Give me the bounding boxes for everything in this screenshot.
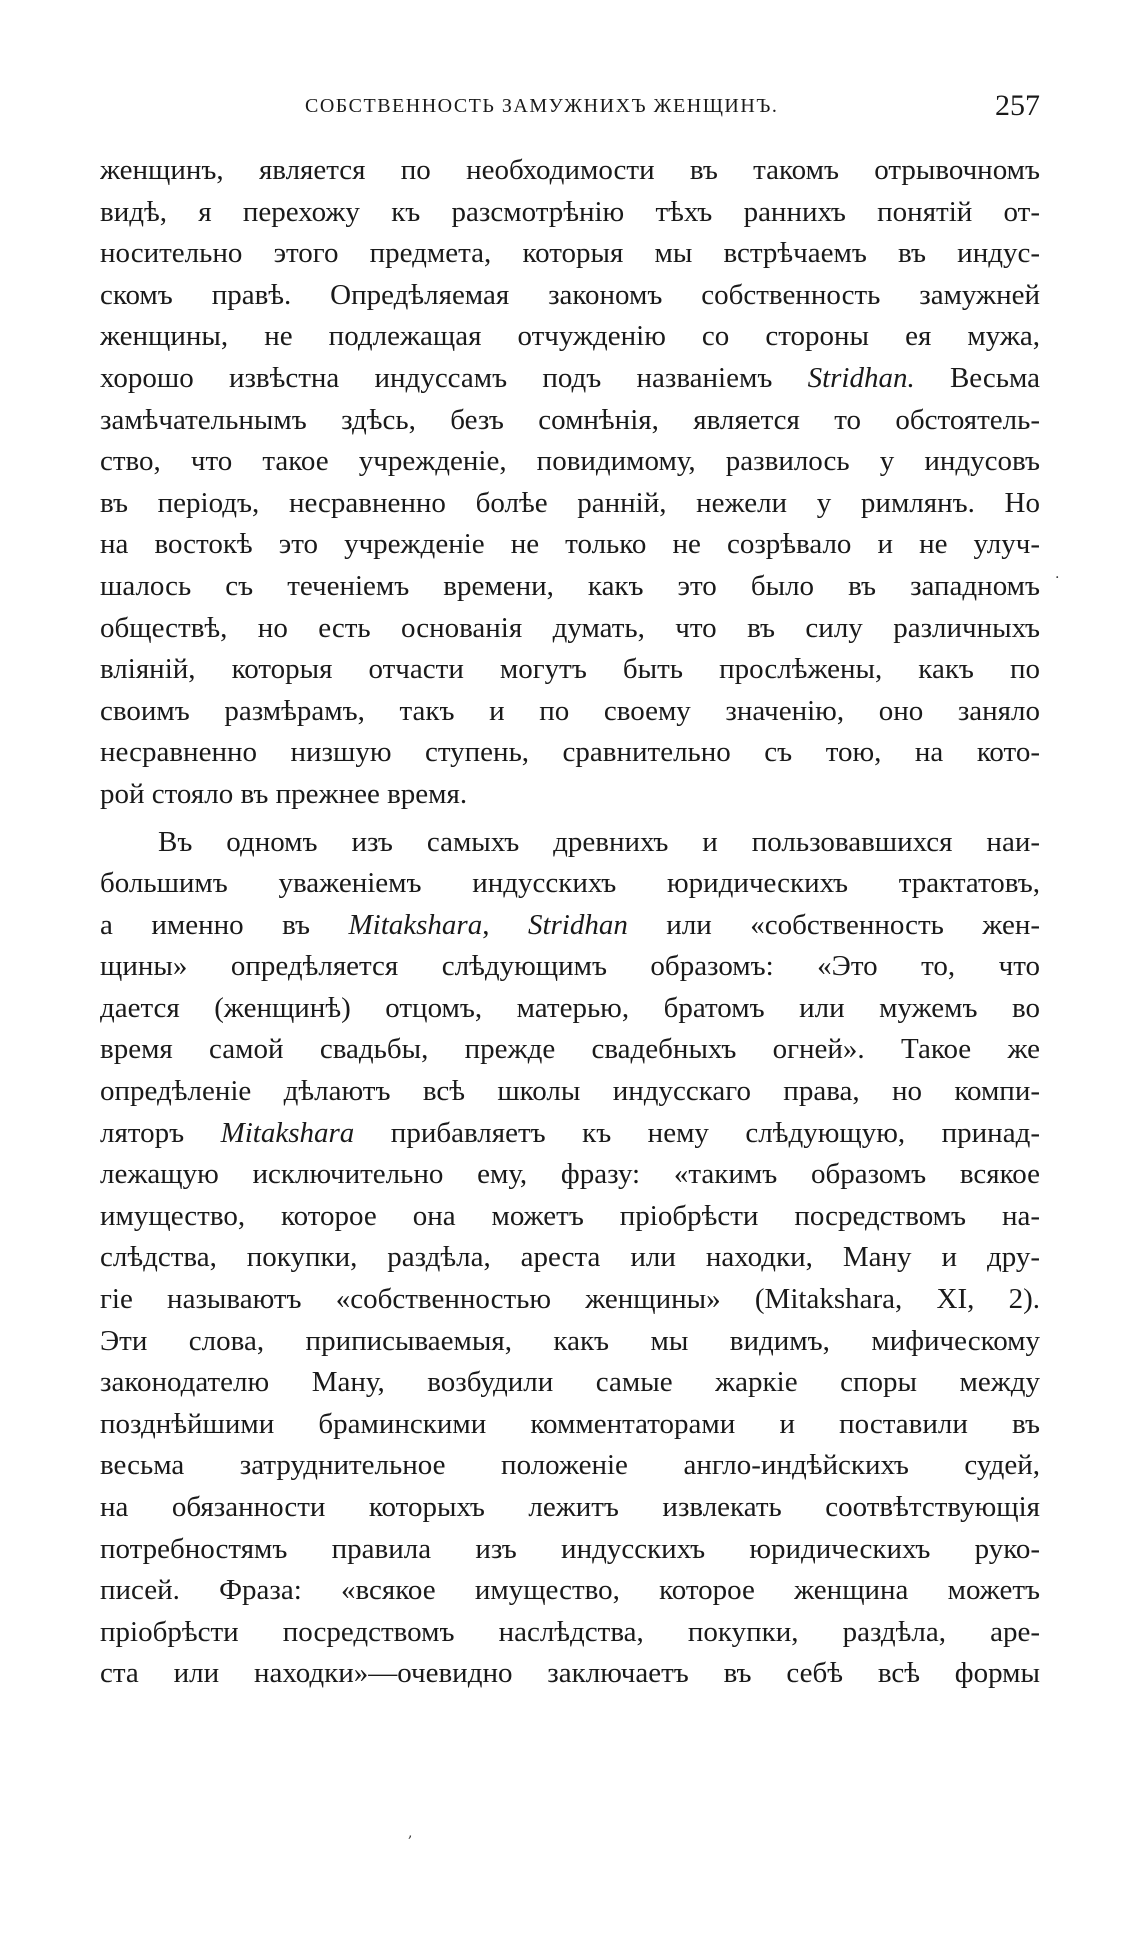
text-line	[100, 1029, 1040, 1071]
text-line	[100, 1612, 1040, 1654]
text-line	[100, 358, 1040, 400]
text-line	[100, 1071, 1040, 1113]
text-run: женщины, не подлежащая отчужденію со стороны ея мужа,	[100, 320, 1040, 353]
text-run: время самой свадьбы, прежде свадебныхъ огней». Такое же	[100, 1033, 1040, 1066]
text-line	[100, 1487, 1040, 1529]
text-run: Эти слова, приписываемыя, какъ мы видимъ, мифическому	[100, 1324, 1040, 1357]
text-run: женщинъ, является по необходимости въ такомъ отрывочномъ	[100, 154, 1040, 186]
running-head	[100, 88, 1040, 124]
page-number: 257	[995, 89, 1040, 122]
paragraph	[100, 822, 1040, 1695]
paragraph	[100, 150, 1040, 816]
text-run: большимъ уваженіемъ индусскихъ юридическихъ трактатовъ,	[100, 867, 1040, 900]
text-line	[100, 441, 1040, 483]
text-line	[100, 1570, 1040, 1612]
text-run: или «собственность жен-	[627, 908, 1040, 941]
running-title: СОБСТВЕННОСТЬ ЗАМУЖНИХЪ ЖЕНЩИНЪ.	[305, 95, 779, 117]
text-line	[100, 192, 1040, 234]
text-line	[100, 822, 1040, 864]
text-run: несравненно низшую ступень, сравнительно съ тою, на кото-	[100, 736, 1040, 769]
text-line	[100, 233, 1040, 275]
text-line	[100, 988, 1040, 1030]
text-run: потребностямъ правила изъ индусскихъ юридическихъ руко-	[100, 1532, 1040, 1565]
text-line	[100, 1279, 1040, 1321]
text-run: а именно въ	[100, 908, 349, 941]
text-run: ста или находки»—очевидно заключаетъ въ себѣ всѣ формы	[100, 1657, 1040, 1690]
text-line	[100, 1653, 1040, 1695]
text-run: носительно этого предмета, которыя мы встрѣчаемъ въ индус-	[100, 237, 1040, 270]
text-line	[100, 400, 1040, 442]
text-run: законодателю Ману, возбудили самые жаркіе споры между	[100, 1366, 1040, 1399]
italic-term: Stridhan.	[807, 361, 915, 394]
text-line	[100, 524, 1040, 566]
text-line	[100, 1445, 1040, 1487]
text-run: хорошо извѣстна индуссамъ подъ названіемъ	[100, 361, 808, 394]
text-line	[100, 774, 1040, 816]
text-run: весьма затруднительное положеніе англо-индѣйскихъ судей,	[100, 1449, 1040, 1482]
text-line	[100, 732, 1040, 774]
text-line	[100, 566, 1040, 608]
text-run: пріобрѣсти посредствомъ наслѣдства, покупки, раздѣла, аре-	[100, 1615, 1040, 1648]
text-line	[100, 863, 1040, 905]
text-run: обществѣ, но есть основанія думать, что въ силу различныхъ	[100, 611, 1040, 644]
text-line	[100, 150, 1040, 192]
text-run: Въ одномъ изъ самыхъ древнихъ и пользовавшихся наи-	[158, 825, 1040, 858]
text-run: ляторъ	[100, 1116, 221, 1149]
text-run: гіе называютъ «собственностью женщины» (Mitakshara, XI, 2).	[100, 1283, 1040, 1316]
text-run: имущество, которое она можетъ пріобрѣсти посредствомъ на-	[100, 1199, 1040, 1232]
text-line	[100, 691, 1040, 733]
text-run: вліяній, которыя отчасти могутъ быть прослѣжены, какъ по	[100, 653, 1040, 686]
text-line	[100, 946, 1040, 988]
text-line	[100, 1529, 1040, 1571]
text-run: въ періодъ, несравненно болѣе ранній, нежели у римлянъ. Но	[100, 486, 1040, 519]
print-speck: .	[1055, 566, 1060, 582]
text-line	[100, 1237, 1040, 1279]
text-run: опредѣленіе дѣлаютъ всѣ школы индусскаго права, но компи-	[100, 1075, 1040, 1108]
text-run: позднѣйшими браминскими комментаторами и поставили въ	[100, 1407, 1040, 1440]
text-run: прибавляетъ къ нему слѣдующую, принад-	[354, 1116, 1040, 1149]
text-run: на обязанности которыхъ лежитъ извлекать соотвѣтствующія	[100, 1491, 1040, 1523]
text-run: писей. Фраза: «всякое имущество, которое женщина можетъ	[100, 1574, 1040, 1607]
text-run: ,	[482, 908, 528, 941]
text-run: видѣ, я перехожу къ разсмотрѣнію тѣхъ раннихъ понятій от-	[100, 195, 1040, 228]
text-line	[100, 649, 1040, 691]
text-line	[100, 316, 1040, 358]
text-line	[100, 1154, 1040, 1196]
text-line	[100, 1362, 1040, 1404]
text-run: ство, что такое учрежденіе, повидимому, развилось у индусовъ	[100, 445, 1040, 478]
text-line	[100, 1113, 1040, 1155]
text-line	[100, 1404, 1040, 1446]
text-run: Весьма	[914, 361, 1040, 394]
text-line	[100, 483, 1040, 525]
text-line	[100, 275, 1040, 317]
italic-term: Stridhan	[527, 908, 628, 941]
text-run: шалось съ теченіемъ времени, какъ это было въ западномъ	[100, 569, 1040, 602]
text-run: рой стояло въ прежнее время.	[100, 777, 468, 810]
text-run: своимъ размѣрамъ, такъ и по своему значенію, оно заняло	[100, 694, 1040, 727]
text-run: лежащую исключительно ему, фразу: «такимъ образомъ всякое	[100, 1158, 1040, 1191]
text-line	[100, 905, 1040, 947]
italic-term: Mitakshara	[220, 1116, 355, 1149]
text-run: щины» опредѣляется слѣдующимъ образомъ: «Это то, что	[100, 950, 1040, 983]
text-line	[100, 608, 1040, 650]
body-text	[100, 150, 1040, 1695]
text-run: на востокѣ это учрежденіе не только не созрѣвало и не улуч-	[100, 528, 1040, 561]
text-line	[100, 1321, 1040, 1363]
italic-term: Mitakshara	[348, 908, 483, 941]
print-speck: ,	[408, 1825, 413, 1841]
text-run: дается (женщинѣ) отцомъ, матерью, братомъ или мужемъ во	[100, 991, 1040, 1024]
text-run: скомъ правѣ. Опредѣляемая закономъ собственность замужней	[100, 278, 1040, 311]
text-run: слѣдства, покупки, раздѣла, ареста или находки, Ману и дру-	[100, 1241, 1040, 1274]
text-line	[100, 1196, 1040, 1238]
text-run: замѣчательнымъ здѣсь, безъ сомнѣнія, является то обстоятель-	[100, 403, 1040, 436]
